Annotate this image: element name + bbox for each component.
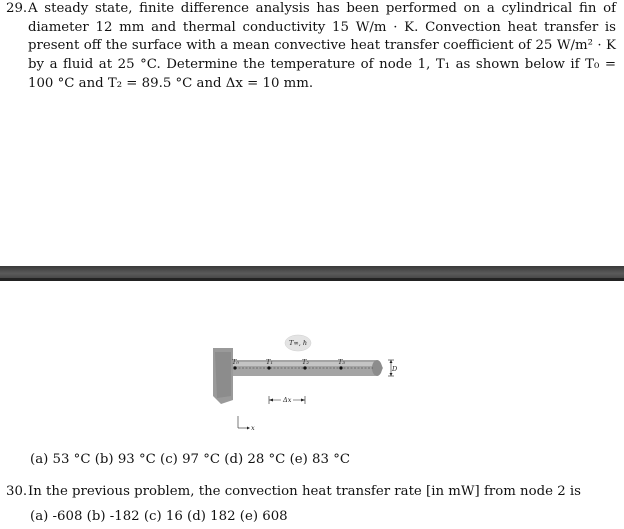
question-text: In the previous problem, the convection heat transfer rate [in mW] from node 2 is bbox=[28, 484, 581, 499]
question-text: A steady state, finite difference analysis has been performed on a cylindrical fin of diameter 12 mm and thermal conductivity 15 W/m · K. Convection heat transfer is present off the surface with a mean convective heat transfer coefficient of 25 W/m² · K by a fluid at 25 °C. Determine the temperature of node 1, T₁ as shown below if T₀ = 100 °C and T₂ = 89.5 °C and Δx = 10 mm. bbox=[28, 1, 616, 91]
x-axis-arrow bbox=[247, 427, 250, 430]
node-0 bbox=[233, 366, 236, 369]
question-number: 29. bbox=[6, 1, 28, 16]
dx-label: Δx bbox=[283, 396, 292, 404]
question-number: 30. bbox=[6, 484, 28, 499]
node-label-3: T₃ bbox=[338, 358, 345, 366]
question-29 bbox=[0, 0, 624, 94]
dx-arrow-left bbox=[269, 399, 273, 402]
d-arrow-bottom bbox=[390, 373, 393, 376]
fin-figure bbox=[205, 330, 415, 435]
question-29-answers: (a) 53 °C (b) 93 °C (c) 97 °C (d) 28 °C (e) 83 °C bbox=[30, 452, 351, 467]
node-label-1: T₁ bbox=[266, 358, 273, 366]
fin-diagram bbox=[205, 330, 415, 435]
ambient-label: T∞, h bbox=[289, 339, 308, 347]
node-label-0: T₀ bbox=[232, 358, 239, 366]
d-arrow-top bbox=[390, 360, 393, 363]
x-axis-label: x bbox=[251, 424, 255, 432]
node-3 bbox=[339, 366, 342, 369]
d-label: D bbox=[392, 365, 398, 373]
node-2 bbox=[303, 366, 306, 369]
dx-arrow-right bbox=[301, 399, 305, 402]
fin-tip bbox=[372, 360, 382, 376]
node-label-2: T₂ bbox=[302, 358, 309, 366]
question-30-answers: (a) -608 (b) -182 (c) 16 (d) 182 (e) 608 bbox=[30, 509, 288, 524]
wall-shade bbox=[215, 352, 231, 398]
page-divider bbox=[0, 266, 624, 281]
node-1 bbox=[267, 366, 270, 369]
